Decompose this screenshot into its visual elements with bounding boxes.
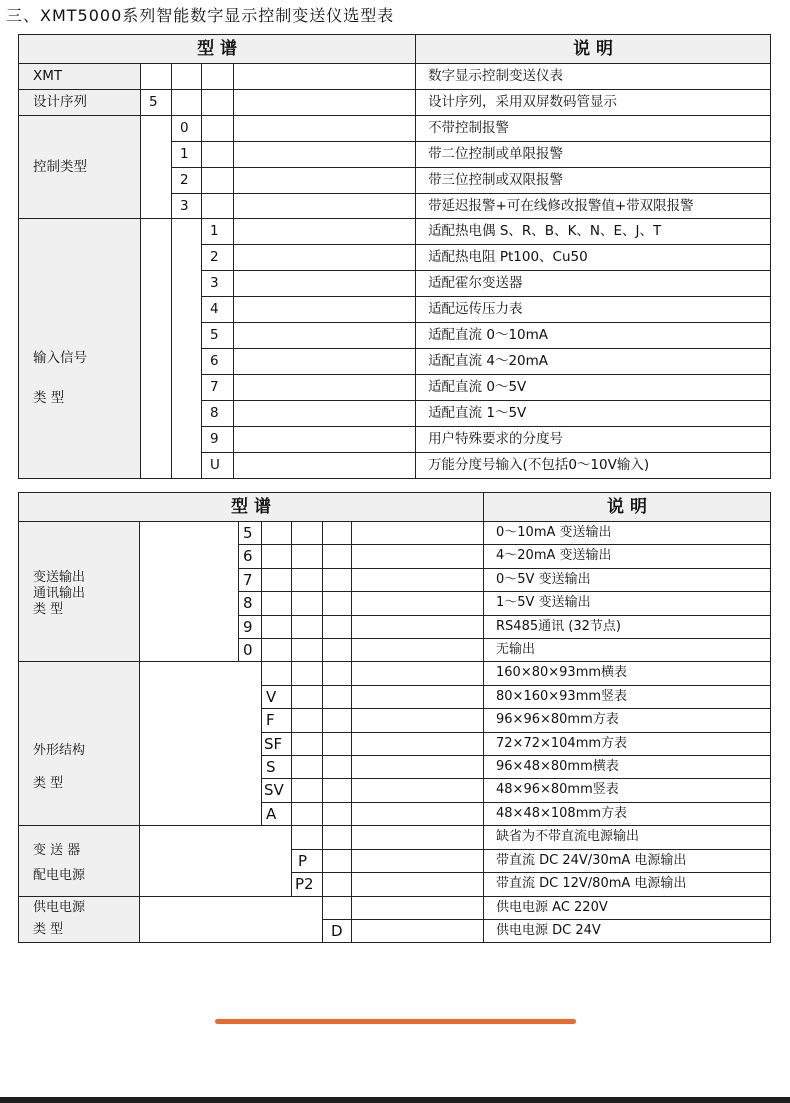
shape-desc: 96×48×80mm横表 xyxy=(484,756,771,779)
output-code: 0 xyxy=(239,639,262,662)
table-row xyxy=(19,896,771,919)
input-label-line1: 输入信号 xyxy=(33,349,87,366)
selection-table-2 xyxy=(18,492,771,943)
supply-desc: 供电电源 DC 24V xyxy=(484,919,771,942)
power-code: P xyxy=(292,849,323,872)
input-desc: 适配热电阻 Pt100、Cu50 xyxy=(416,245,771,271)
input-desc: 适配热电偶 S、R、B、K、N、E、J、T xyxy=(416,219,771,245)
output-label-line1: 变送输出 xyxy=(33,569,86,585)
input-code: 8 xyxy=(202,400,234,426)
control-desc: 不带控制报警 xyxy=(416,115,771,141)
control-code: 0 xyxy=(172,115,202,141)
control-code: 1 xyxy=(172,141,202,167)
selection-table-1 xyxy=(18,34,771,479)
output-code: 9 xyxy=(239,615,262,638)
series-code: 5 xyxy=(141,89,172,115)
power-label-line1: 变 送 器 xyxy=(33,843,81,859)
control-type-label: 控制类型 xyxy=(19,115,141,219)
output-code: 5 xyxy=(239,522,262,545)
input-desc: 适配霍尔变送器 xyxy=(416,271,771,297)
input-desc: 适配直流 1～5V xyxy=(416,400,771,426)
power-code xyxy=(292,826,323,849)
supply-code xyxy=(323,896,352,919)
shape-code: SF xyxy=(262,732,292,755)
power-desc: 带直流 DC 12V/80mA 电源输出 xyxy=(484,873,771,896)
xmt-label: XMT xyxy=(19,64,141,90)
input-code: 1 xyxy=(202,219,234,245)
shape-code: F xyxy=(262,709,292,732)
input-type-label xyxy=(19,219,141,478)
shape-desc: 48×48×108mm方表 xyxy=(484,802,771,825)
input-code: 2 xyxy=(202,245,234,271)
table1-header-row xyxy=(19,35,771,64)
input-code: 6 xyxy=(202,348,234,374)
supply-code: D xyxy=(323,919,352,942)
power-desc: 缺省为不带直流电源输出 xyxy=(484,826,771,849)
output-label-line3: 类 型 xyxy=(33,601,64,617)
series-label: 设计序列 xyxy=(19,89,141,115)
input-label-line2: 类 型 xyxy=(33,390,65,407)
accent-divider xyxy=(215,1019,576,1024)
shape-desc: 160×80×93mm横表 xyxy=(484,662,771,685)
table-row xyxy=(19,89,771,115)
power-label-line2: 配电电源 xyxy=(33,867,86,883)
output-desc: 1～5V 变送输出 xyxy=(484,592,771,615)
page-title: 三、XMT5000系列智能数字显示控制变送仪选型表 xyxy=(6,6,395,25)
shape-code: A xyxy=(262,802,292,825)
shape-label-line2: 类 型 xyxy=(33,775,64,791)
output-type-label xyxy=(19,522,140,662)
bottom-bar xyxy=(0,1097,790,1103)
output-desc: 无输出 xyxy=(484,639,771,662)
control-desc: 带二位控制或单限报警 xyxy=(416,141,771,167)
control-desc: 带三位控制或双限报警 xyxy=(416,167,771,193)
power-desc: 带直流 DC 24V/30mA 电源输出 xyxy=(484,849,771,872)
output-desc: 0～5V 变送输出 xyxy=(484,568,771,591)
output-code: 6 xyxy=(239,545,262,568)
input-desc: 适配直流 0～10mA xyxy=(416,323,771,349)
input-code: 7 xyxy=(202,374,234,400)
shape-desc: 80×160×93mm竖表 xyxy=(484,685,771,708)
supply-type-label xyxy=(19,896,140,943)
input-code: 4 xyxy=(202,297,234,323)
input-desc: 用户特殊要求的分度号 xyxy=(416,426,771,452)
shape-code: S xyxy=(262,756,292,779)
input-desc: 适配直流 0～5V xyxy=(416,374,771,400)
table-row xyxy=(19,826,771,849)
xmt-desc: 数字显示控制变送仪表 xyxy=(416,64,771,90)
model-header: 型 谱 xyxy=(19,35,416,64)
input-code: 3 xyxy=(202,271,234,297)
output-desc: RS485通讯 (32节点) xyxy=(484,615,771,638)
input-code: 9 xyxy=(202,426,234,452)
control-code: 2 xyxy=(172,167,202,193)
supply-label-line2: 类 型 xyxy=(33,922,64,938)
table2-header-row xyxy=(19,493,771,522)
output-code: 8 xyxy=(239,592,262,615)
series-desc: 设计序列，采用双屏数码管显示 xyxy=(416,89,771,115)
input-desc: 适配直流 4～20mA xyxy=(416,348,771,374)
input-desc: 适配远传压力表 xyxy=(416,297,771,323)
control-desc: 带延迟报警+可在线修改报警值+带双限报警 xyxy=(416,193,771,219)
input-code: U xyxy=(202,452,234,478)
supply-label-line1: 供电电源 xyxy=(33,900,86,916)
shape-code: SV xyxy=(262,779,292,802)
supply-desc: 供电电源 AC 220V xyxy=(484,896,771,919)
table-row xyxy=(19,219,771,245)
table-row xyxy=(19,522,771,545)
output-code: 7 xyxy=(239,568,262,591)
input-code: 5 xyxy=(202,323,234,349)
output-label-line2: 通讯输出 xyxy=(33,585,86,601)
shape-code: V xyxy=(262,685,292,708)
table-row xyxy=(19,115,771,141)
table-row xyxy=(19,64,771,90)
desc-header: 说 明 xyxy=(416,35,771,64)
model-header: 型 谱 xyxy=(19,493,484,522)
table-row xyxy=(19,662,771,685)
power-out-label xyxy=(19,826,140,896)
input-desc: 万能分度号输入(不包括0～10V输入) xyxy=(416,452,771,478)
power-code: P2 xyxy=(292,873,323,896)
output-desc: 4～20mA 变送输出 xyxy=(484,545,771,568)
shape-desc: 96×96×80mm方表 xyxy=(484,709,771,732)
control-code: 3 xyxy=(172,193,202,219)
output-desc: 0～10mA 变送输出 xyxy=(484,522,771,545)
shape-label-line1: 外形结构 xyxy=(33,743,86,759)
shape-desc: 48×96×80mm竖表 xyxy=(484,779,771,802)
shape-code xyxy=(262,662,292,685)
desc-header: 说 明 xyxy=(484,493,771,522)
shape-desc: 72×72×104mm方表 xyxy=(484,732,771,755)
shape-type-label xyxy=(19,662,140,826)
